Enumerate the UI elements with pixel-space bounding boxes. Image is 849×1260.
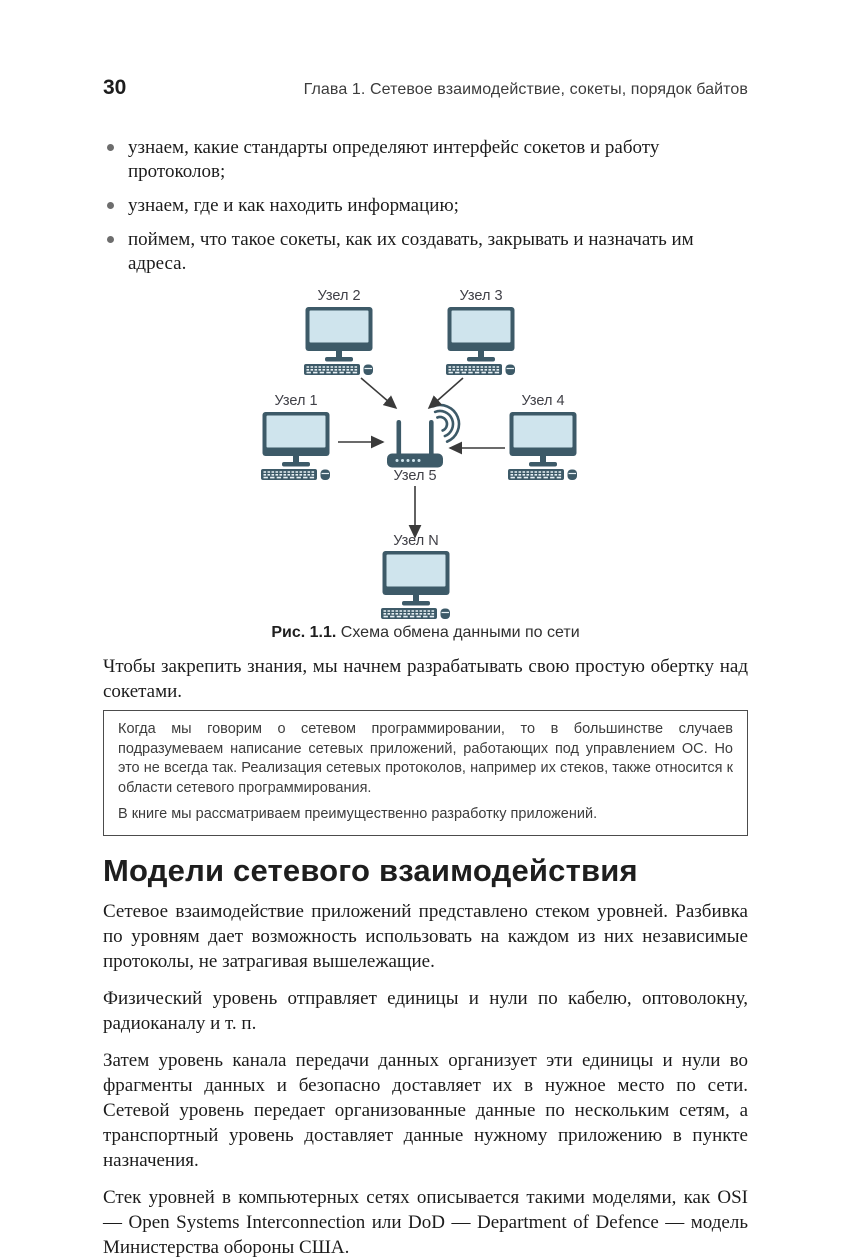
bullet-icon xyxy=(107,144,114,151)
list-item-text: поймем, что такое сокеты, как их создавать, закрывать и назначать им адреса. xyxy=(128,229,694,274)
node-label-3: Узел 3 xyxy=(459,288,503,304)
node-label-2: Узел 2 xyxy=(317,288,361,304)
bullet-icon xyxy=(107,236,114,243)
paragraph-3: Затем уровень канала передачи данных организует эти единицы и нули во фрагменты данных и безопасно доставляет их в нужное место по сети. Сетевой уровень передает организованные данные по нескольким сетям, а транспортный уровень доставляет данные нужному приложению в пункте назначения. xyxy=(103,1049,748,1171)
arrow-node3-to-router xyxy=(429,378,463,408)
paragraph-4: Стек уровней в компьютерных сетях описывается такими моделями, как OSI — Open Systems Interconnection или DoD — Department of Defence — модель Министерства обороны США. xyxy=(103,1186,748,1258)
wifi-icon xyxy=(433,399,465,441)
computer-icon-node3 xyxy=(446,307,515,375)
node-label-4: Узел 4 xyxy=(521,393,565,409)
page-number: 30 xyxy=(103,76,127,99)
bullet-icon xyxy=(107,202,114,209)
node-label-1: Узел 1 xyxy=(274,393,318,409)
node-label-n: Узел N xyxy=(393,533,439,549)
list-item-text: узнаем, где и как находить информацию; xyxy=(128,195,459,216)
list-item-text: узнаем, какие стандарты определяют интерфейс сокетов и работу протоколов; xyxy=(128,137,660,182)
paragraph-2: Физический уровень отправляет единицы и нули по кабелю, оптоволокну, радиоканалу и т. п. xyxy=(103,987,748,1034)
note-paragraph-2: В книге мы рассматриваем преимущественно разработку приложений. xyxy=(118,806,598,822)
list-item xyxy=(103,136,748,184)
paragraph-intro: Чтобы закрепить знания, мы начнем разрабатывать свою простую обертку над сокетами. xyxy=(103,656,748,702)
router-icon xyxy=(387,399,465,467)
computer-icon-nodeN xyxy=(381,551,450,619)
paragraph-1: Сетевое взаимодействие приложений представлено стеком уровней. Разбивка по уровням дает возможность использовать на каждом из них независимые протоколы, не затрагивая вышележащие. xyxy=(103,900,748,972)
figure-caption-label: Рис. 1.1. xyxy=(271,624,337,641)
list-item xyxy=(103,194,748,218)
computer-icon-node4 xyxy=(508,412,577,480)
page-header xyxy=(103,76,748,100)
network-diagram xyxy=(113,286,733,620)
note-paragraph-1: Когда мы говорим о сетевом программировании, то в большинстве случаев подразумеваем написание сетевых приложений, работающих под управлением ОС. Но это не всегда так. Реализация сетевых протоколов, например их стеков, также относится к области сетевого программирования. xyxy=(118,721,733,796)
list-item xyxy=(103,228,748,276)
arrow-node2-to-router xyxy=(361,378,396,408)
figure-caption-text: Схема обмена данными по сети xyxy=(336,624,580,641)
note-box xyxy=(103,710,748,836)
figure-caption xyxy=(103,624,748,642)
computer-icon-node1 xyxy=(261,412,330,480)
bullet-list xyxy=(103,136,748,276)
section-title: Модели сетевого взаимодействия xyxy=(103,852,638,888)
node-label-5: Узел 5 xyxy=(393,468,437,484)
computer-icon-node2 xyxy=(304,307,373,375)
running-head: Глава 1. Сетевое взаимодействие, сокеты, порядок байтов xyxy=(303,81,748,98)
